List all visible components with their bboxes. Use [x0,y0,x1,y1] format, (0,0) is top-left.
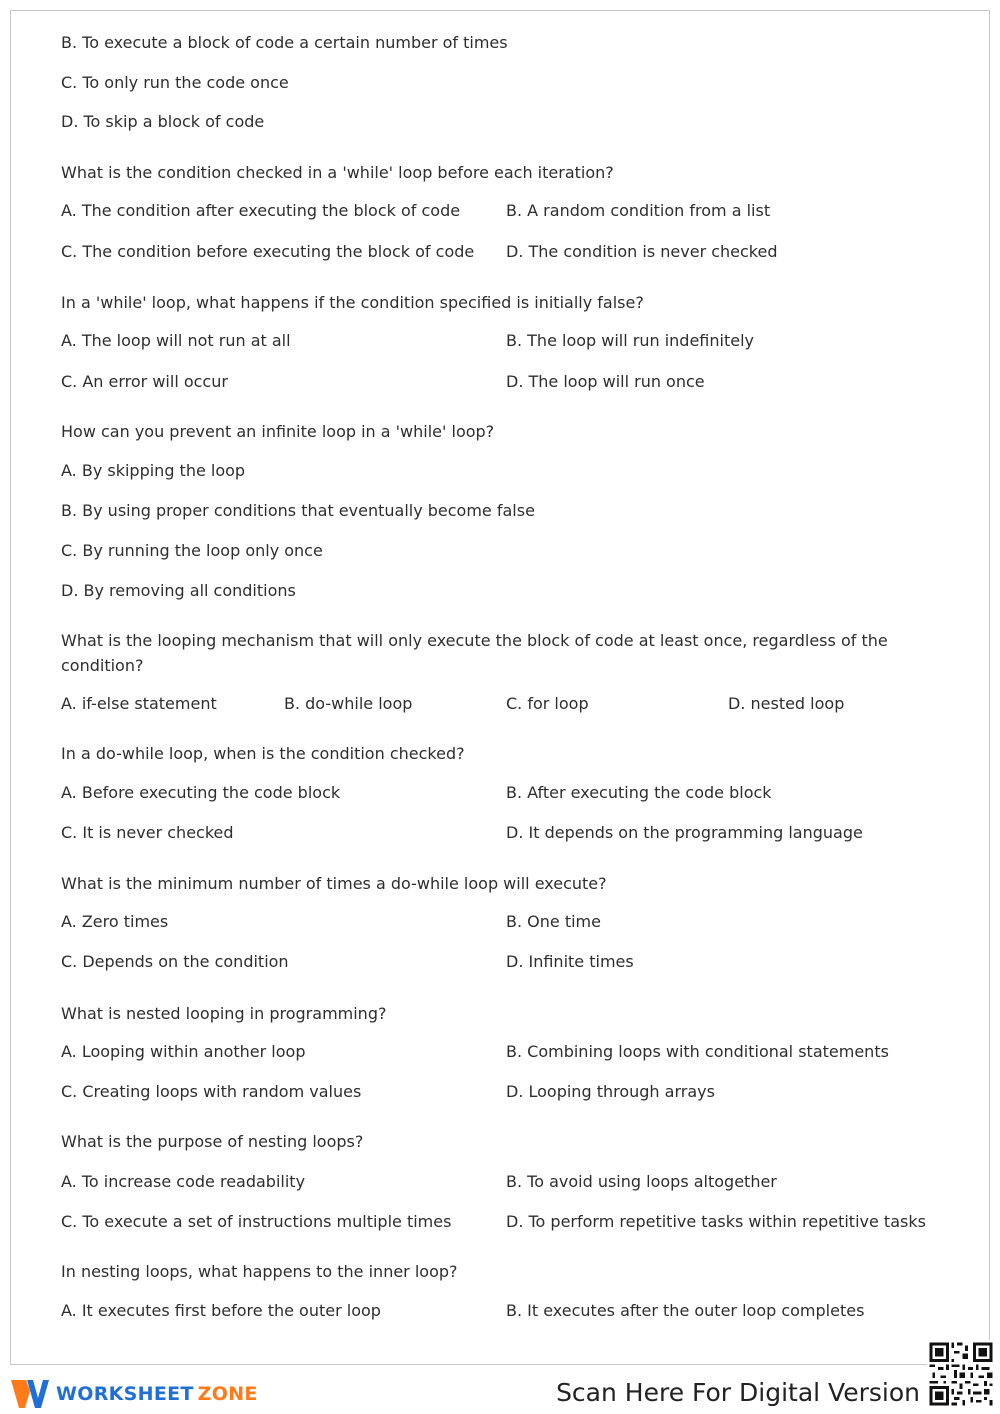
q12-option-b: B. do-while loop [284,694,413,713]
q11-option-a: A. By skipping the loop [61,461,246,480]
q16-option-d: D. To perform repetitive tasks within repetitive tasks [506,1212,926,1231]
worksheetzone-logo [10,1376,258,1412]
q15-option-b: B. Combining loops with conditional statements [506,1042,889,1061]
q13-option-a: A. Before executing the code block [61,783,341,802]
q9-option-d: D. The condition is never checked [506,242,778,261]
q11-option-b: B. By using proper conditions that eventually become false [61,501,535,520]
q9-option-b: B. A random condition from a list [506,201,771,220]
q8-option-c: C. To only run the code once [61,73,289,92]
scan-text: Scan Here For Digital Version [556,1378,920,1407]
q11-option-d: D. By removing all conditions [61,581,296,600]
question-text: What is the condition checked in a 'while' loop before each iteration? [61,163,614,182]
w-logo-icon [10,1377,50,1411]
q13-option-c: C. It is never checked [61,823,234,842]
q14-option-b: B. One time [506,912,601,931]
q11-option-c: C. By running the loop only once [61,541,323,560]
question-text: How can you prevent an infinite loop in a 'while' loop? [61,422,495,441]
q14-option-d: D. Infinite times [506,952,634,971]
question-text: In nesting loops, what happens to the inner loop? [61,1262,458,1281]
question-text: In a 'while' loop, what happens if the condition specified is initially false? [61,293,644,312]
page-footer [0,1368,1000,1414]
question-text: What is the looping mechanism that will only execute the block of code at least once, regardless of the condition? [61,631,888,675]
q14-option-a: A. Zero times [61,912,169,931]
q12-option-d: D. nested loop [728,694,845,713]
q16-option-b: B. To avoid using loops altogether [506,1172,777,1191]
q14-option-c: C. Depends on the condition [61,952,289,971]
q10-option-d: D. The loop will run once [506,372,705,391]
brand-part-zone: ZONE [197,1383,258,1405]
q13-option-d: D. It depends on the programming language [506,823,863,842]
q10-option-b: B. The loop will run indefinitely [506,331,754,350]
q8-option-b: B. To execute a block of code a certain number of times [61,33,508,52]
question-text: What is the minimum number of times a do-while loop will execute? [61,874,607,893]
q16-option-a: A. To increase code readability [61,1172,306,1191]
q15-option-d: D. Looping through arrays [506,1082,715,1101]
q10-option-a: A. The loop will not run at all [61,331,291,350]
worksheet-page [10,10,990,1365]
q12-option-a: A. if-else statement [61,694,217,713]
question-text: What is nested looping in programming? [61,1004,387,1023]
q17-option-b: B. It executes after the outer loop completes [506,1301,865,1320]
q12-option-c: C. for loop [506,694,589,713]
q17-option-a: A. It executes first before the outer loop [61,1301,381,1320]
q16-option-c: C. To execute a set of instructions multiple times [61,1212,452,1231]
brand-part-worksheet: WORKSHEET [56,1383,194,1405]
q9-option-c: C. The condition before executing the block of code [61,242,475,261]
qr-code-icon[interactable] [927,1340,995,1408]
q15-option-a: A. Looping within another loop [61,1042,306,1061]
brand-name [56,1383,258,1405]
q15-option-c: C. Creating loops with random values [61,1082,362,1101]
q9-option-a: A. The condition after executing the block of code [61,201,461,220]
q8-option-d: D. To skip a block of code [61,112,265,131]
question-text: What is the purpose of nesting loops? [61,1132,364,1151]
q13-option-b: B. After executing the code block [506,783,772,802]
q10-option-c: C. An error will occur [61,372,228,391]
question-text: In a do-while loop, when is the condition checked? [61,744,465,763]
